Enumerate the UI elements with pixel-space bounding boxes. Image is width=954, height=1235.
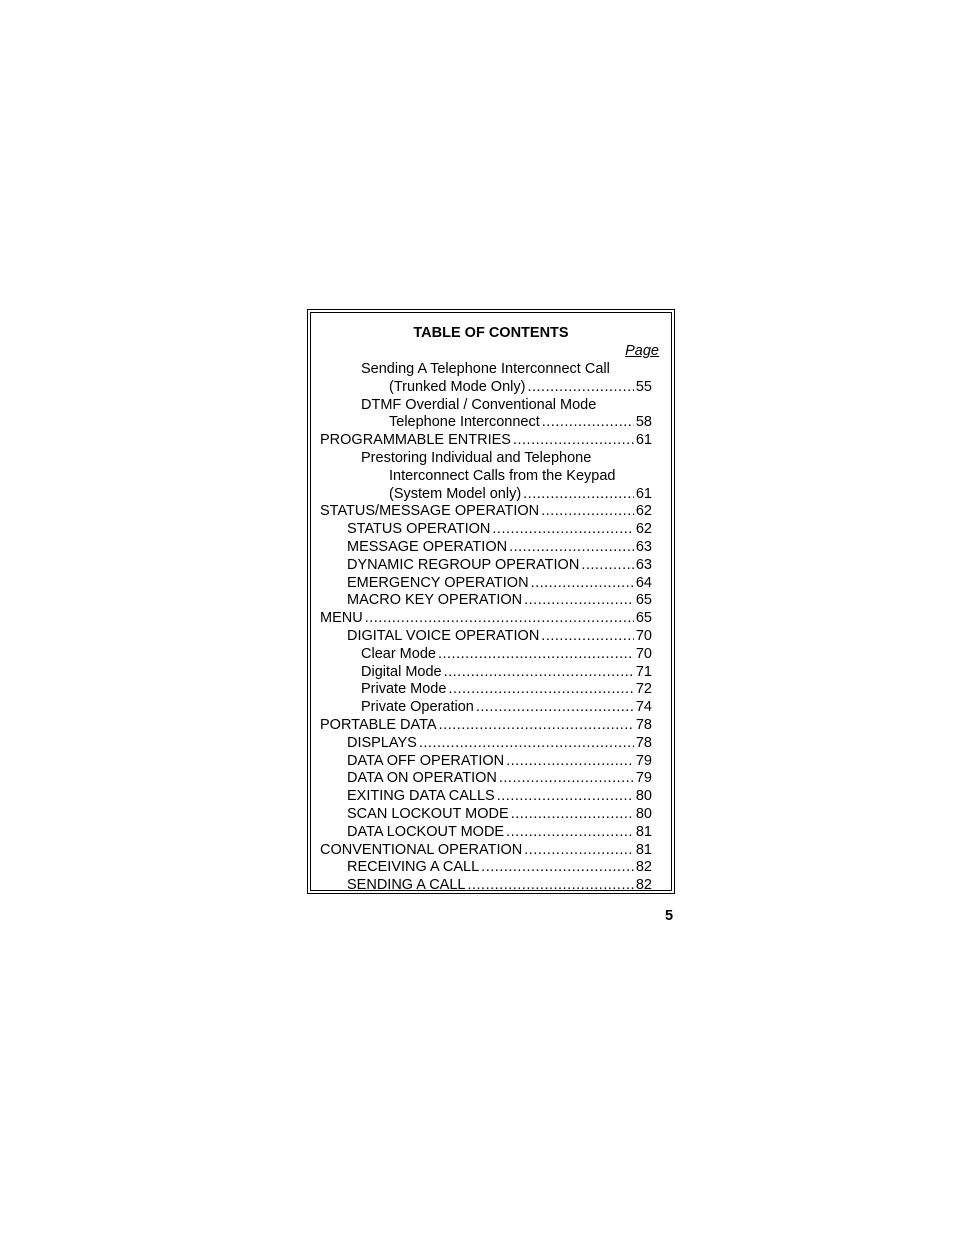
toc-entry-label: DTMF Overdial / Conventional Mode [361,396,597,413]
toc-leader-dots [497,788,634,806]
toc-entry [311,717,671,735]
toc-entry [311,842,671,860]
toc-entry [311,610,671,628]
toc-entry-label: (System Model only) [389,485,522,502]
toc-leader-dots [492,521,633,539]
toc-entry-label: Private Operation [361,699,474,716]
toc-entry [311,361,671,379]
toc-entry [311,735,671,753]
toc-entry-page: 82 [635,877,652,894]
toc-entry-label: MACRO KEY OPERATION [347,592,523,609]
toc-entry-label: Sending A Telephone Interconnect Call [361,361,610,377]
toc-leader-dots [506,753,634,771]
toc-leader-dots [524,592,634,610]
toc-entry [311,628,671,646]
toc-entry-page: 70 [635,645,652,662]
toc-entry [311,824,671,842]
toc-entry [311,770,671,788]
toc-entry-label: DIGITAL VOICE OPERATION [347,627,540,644]
toc-entry-page: 82 [635,859,652,876]
toc-leader-dots [523,486,634,504]
toc-leader-dots [513,432,634,450]
toc-entry [311,877,671,895]
toc-entry-label: DYNAMIC REGROUP OPERATION [347,556,580,573]
toc-entry [311,575,671,593]
toc-entry-label: MESSAGE OPERATION [347,538,508,555]
toc-entry-page: 78 [635,734,652,751]
toc-leader-dots [541,503,634,521]
toc-entry-page: 72 [635,681,652,698]
toc-leader-dots [365,610,634,628]
toc-entry [311,806,671,824]
toc-entry [311,753,671,771]
toc-entry-page: 61 [635,432,652,449]
toc-entry-page: 55 [635,378,652,395]
toc-entry-label: Private Mode [361,681,447,698]
toc-entry-label: DATA OFF OPERATION [347,752,505,769]
toc-entry-label: SCAN LOCKOUT MODE [347,805,509,822]
toc-entry-page: 80 [635,805,652,822]
toc-entry-page: 62 [635,521,652,538]
page-number: 5 [665,908,674,924]
toc-entry [311,486,671,504]
toc-leader-dots [511,806,634,824]
toc-entry-label: PORTABLE DATA [320,716,437,733]
toc-leader-dots [481,859,634,877]
toc-entry-label: EMERGENCY OPERATION [347,574,529,591]
toc-leader-dots [509,539,634,557]
toc-entry-label: Clear Mode [361,645,436,662]
toc-entry-page: 78 [635,716,652,733]
toc-entry-label: EXITING DATA CALLS [347,788,495,805]
toc-entry-label: Prestoring Individual and Telephone [361,449,592,466]
toc-entry [311,468,671,486]
toc-leader-dots [476,699,634,717]
toc-leader-dots [527,379,633,397]
toc-entry-page: 58 [635,414,652,431]
toc-entry-label: SENDING A CALL [347,877,466,894]
toc-leader-dots [581,557,634,575]
toc-leader-dots [439,717,634,735]
toc-entry [311,450,671,468]
toc-inner-frame [310,312,672,894]
toc-list [311,361,671,895]
toc-entry [311,592,671,610]
toc-entry-label: DATA LOCKOUT MODE [347,823,505,840]
toc-entry [311,397,671,415]
toc-entry [311,699,671,717]
toc-entry-label: PROGRAMMABLE ENTRIES [320,432,511,449]
toc-entry-page: 70 [635,627,652,644]
toc-leader-dots [531,575,634,593]
toc-entry-label: RECEIVING A CALL [347,859,480,876]
toc-entry [311,503,671,521]
toc-leader-dots [506,824,634,842]
toc-entry [311,681,671,699]
toc-leader-dots [419,735,634,753]
toc-entry-label: DISPLAYS [347,734,417,751]
toc-entry [311,646,671,664]
toc-entry-page: 81 [635,823,652,840]
toc-entry-page: 81 [635,841,652,858]
toc-entry-label: Interconnect Calls from the Keypad [389,467,616,484]
toc-entry-page: 74 [635,699,652,716]
toc-entry-page: 65 [635,610,652,627]
toc-entry-label: (Trunked Mode Only) [389,378,526,395]
toc-leader-dots [448,681,633,699]
toc-entry-page: 64 [635,574,652,591]
toc-title: TABLE OF CONTENTS [413,325,569,341]
toc-entry [311,859,671,877]
toc-entry-page: 63 [635,538,652,555]
toc-leader-dots [467,877,633,895]
toc-entry [311,539,671,557]
toc-leader-dots [499,770,634,788]
toc-entry-label: DATA ON OPERATION [347,770,497,787]
toc-entry-label: CONVENTIONAL OPERATION [320,841,523,858]
toc-entry-page: 79 [635,752,652,769]
toc-entry-page: 61 [635,485,652,502]
toc-entry [311,664,671,682]
toc-entry-page: 63 [635,556,652,573]
toc-leader-dots [542,414,634,432]
toc-entry [311,414,671,432]
toc-entry [311,557,671,575]
page-column-heading: Page [625,343,659,359]
toc-entry-label: Telephone Interconnect [389,414,540,431]
toc-entry-label: Digital Mode [361,663,442,680]
toc-entry-page: 65 [635,592,652,609]
toc-entry-page: 80 [635,788,652,805]
toc-entry-page: 79 [635,770,652,787]
toc-entry-label: STATUS OPERATION [347,521,491,538]
toc-entry [311,379,671,397]
toc-entry-label: MENU [320,610,363,627]
toc-leader-dots [541,628,634,646]
toc-entry [311,432,671,450]
toc-leader-dots [444,664,634,682]
toc-entry [311,788,671,806]
toc-leader-dots [438,646,634,664]
toc-frame [307,309,675,894]
toc-entry-page: 71 [635,663,652,680]
toc-leader-dots [524,842,634,860]
toc-entry-label: STATUS/MESSAGE OPERATION [320,503,540,520]
toc-entry-page: 62 [635,503,652,520]
toc-entry [311,521,671,539]
